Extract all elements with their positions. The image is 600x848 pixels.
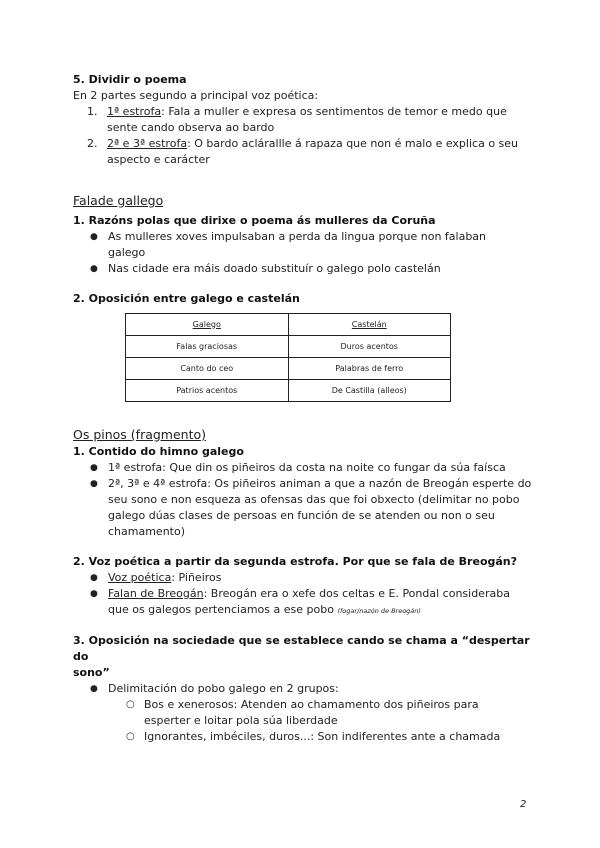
table-cell: De Castilla (alleos): [288, 380, 451, 402]
opposition-table: [125, 313, 451, 402]
sub-bullet-text: Ignorantes, imbéciles, duros...: Son indiferentes ante a chamada: [144, 730, 501, 743]
bullet-icon: ●: [90, 573, 98, 583]
op-q3-title: [73, 633, 535, 681]
sub-bullet-text: Bos e xenerosos: Atenden ao chamamento dos piñeiros para: [144, 698, 479, 711]
bullet-text: 2ª, 3ª e 4ª estrofa: Os piñeiros animan a que a nazón de Breogán esperte do: [108, 477, 532, 490]
op-q1-list: [73, 460, 535, 540]
header-castelan: Castelán: [351, 319, 387, 329]
hollow-bullet-icon: ○: [126, 731, 135, 742]
list-item: [73, 476, 535, 540]
item-text: : O bardo aclárallle á rapaza que non é malo e explica o seu: [187, 137, 519, 150]
bullet-text: : Piñeiros: [171, 571, 222, 584]
bullet-text-cont: galego dúas clases de persoas en función de se atenden ou non o seu: [108, 509, 495, 522]
bullet-label: Voz poética: [108, 571, 172, 584]
item-label: 2ª e 3ª estrofa: [107, 137, 188, 150]
table-header-cell: [288, 314, 451, 336]
s5-list: [73, 104, 535, 168]
header-galego: Galego: [192, 319, 221, 329]
item-text: : Fala a muller e expresa os sentimentos de temor e medo que: [161, 105, 507, 118]
op-q1-title: 1. Contido do himno galego: [73, 445, 244, 458]
s5-title: 5. Dividir o poema: [73, 73, 187, 86]
bullet-label: Falan de Breogán: [108, 587, 204, 600]
list-number: 2.: [87, 137, 98, 150]
table-row: [126, 336, 451, 358]
op-q3-list: [73, 681, 535, 745]
bullet-icon: ●: [90, 463, 98, 473]
bullet-text: 1ª estrofa: Que din os piñeiros da costa na noite co fungar da súa faísca: [108, 461, 506, 474]
section-title-falade-gallego: Falade gallego: [73, 193, 164, 208]
op-q2-title: 2. Voz poética a partir da segunda estrofa. Por que se fala de Breogán?: [73, 555, 518, 568]
bullet-text-cont: seu sono e non esqueza as ofensas das que foi obxecto (delimitar no pobo: [108, 493, 520, 506]
list-item: [73, 460, 535, 476]
fg-q2-title: 2. Oposición entre galego e castelán: [73, 292, 300, 305]
table-cell: Canto do ceo: [126, 358, 289, 380]
sub-list-item: [73, 729, 535, 745]
bullet-text-cont: chamamento): [108, 525, 186, 538]
page-number: 2: [520, 799, 527, 810]
bullet-icon: ●: [90, 479, 98, 489]
list-item: [73, 681, 535, 697]
table-header-cell: [126, 314, 289, 336]
bullet-text: : Breogán era o xefe dos celtas e E. Pondal consideraba: [203, 587, 510, 600]
bullet-text-cont: que os galegos pertenciamos a ese pobo: [108, 603, 338, 616]
bullet-icon: ●: [90, 684, 98, 694]
sub-bullet-text-cont: esperter e loitar pola súa liberdade: [144, 714, 338, 727]
table-header-row: [126, 314, 451, 336]
document-page: [73, 72, 535, 745]
op-q2-list: [73, 570, 535, 619]
item-text-cont: sente cando observa ao bardo: [107, 121, 275, 134]
bullet-text: As mulleres xoves impulsaban a perda da lingua porque non falaban: [108, 230, 487, 243]
table-cell: Duros acentos: [288, 336, 451, 358]
list-item: [73, 586, 535, 619]
section-title-os-pinos: Os pinos (fragmento): [73, 427, 207, 442]
bullet-icon: ●: [90, 589, 98, 599]
list-item: [73, 570, 535, 586]
op-q3-title-line1: 3. Oposición na sociedade que se establece cando se chama a “despertar do: [73, 634, 530, 663]
fg-q1-title: 1. Razóns polas que dirixe o poema ás mulleres da Coruña: [73, 214, 436, 227]
bullet-icon: ●: [90, 232, 98, 242]
table-cell: Patrios acentos: [126, 380, 289, 402]
sub-list-item: [73, 697, 535, 729]
table-row: [126, 358, 451, 380]
bullet-icon: ●: [90, 264, 98, 274]
hollow-bullet-icon: ○: [126, 699, 135, 710]
bullet-text: Delimitación do pobo galego en 2 grupos:: [108, 682, 339, 695]
s5-item: [73, 104, 535, 136]
bullet-text: Nas cidade era máis doado substituír o galego polo castelán: [108, 262, 441, 275]
table-cell: Palabras de ferro: [288, 358, 451, 380]
s5-item: [73, 136, 535, 168]
list-item: [73, 229, 535, 261]
item-text-cont: aspecto e carácter: [107, 153, 210, 166]
s5-intro: En 2 partes segundo a principal voz poética:: [73, 89, 319, 102]
fg-q1-list: [73, 229, 535, 277]
item-label: 1ª estrofa: [107, 105, 162, 118]
list-number: 1.: [87, 105, 98, 118]
table-cell: Falas graciosas: [126, 336, 289, 358]
table-row: [126, 380, 451, 402]
bullet-text-cont: galego: [108, 246, 146, 259]
op-q3-title-line2: sono”: [73, 666, 110, 679]
list-item: [73, 261, 535, 277]
small-note: (fogar/nazón de Breogán): [337, 607, 421, 615]
